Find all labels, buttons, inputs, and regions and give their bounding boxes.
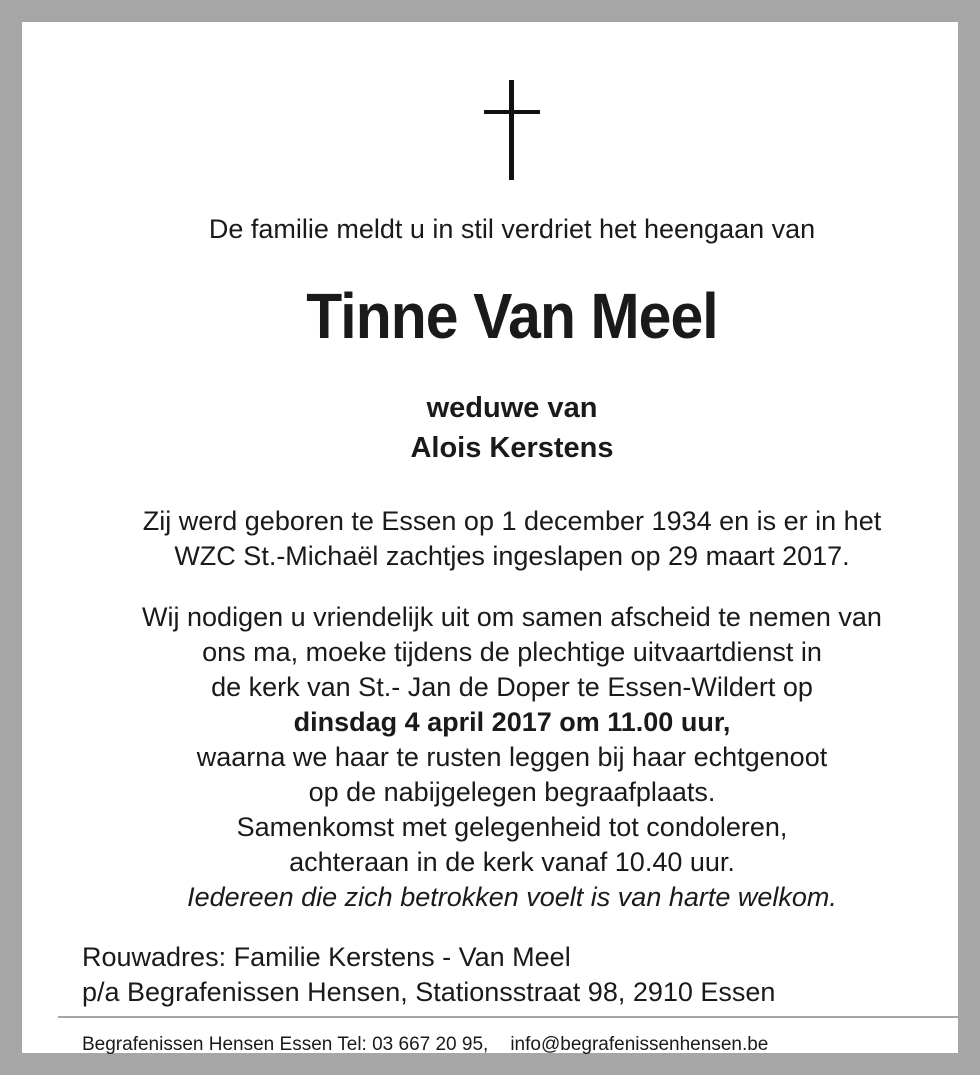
after-line: Samenkomst met gelegenheid tot condoleren,: [236, 812, 788, 842]
cross-symbol: [44, 80, 980, 185]
footer-divider: [58, 1016, 966, 1018]
after-line: achteraan in de kerk vanaf 10.40 uur.: [289, 847, 735, 877]
spouse-name: Alois Kerstens: [410, 432, 614, 464]
service-line: Wij nodigen u vriendelijk uit om samen afscheid te nemen van: [142, 602, 882, 632]
service-date: dinsdag 4 april 2017 om 11.00 uur,: [293, 707, 731, 737]
service-line: ons ma, moeke tijdens de plechtige uitvaartdienst in: [202, 637, 822, 667]
mourning-address: [82, 940, 775, 1010]
footer-contact: [82, 1034, 768, 1056]
after-line: waarna we haar te rusten leggen bij haar echtgenoot: [196, 742, 828, 772]
birth-paragraph: [44, 504, 980, 574]
widow-label: weduwe van: [426, 392, 598, 424]
birth-line: Zij werd geboren te Essen op 1 december 1934 en is er in het: [142, 506, 882, 536]
footer-email[interactable]: info@begrafenissenhensen.be: [510, 1034, 769, 1055]
footer-phone: Begrafenissen Hensen Essen Tel: 03 667 20 95,: [82, 1034, 489, 1055]
welcome-line: Iedereen die zich betrokken voelt is van harte welkom.: [187, 882, 837, 912]
address-line: p/a Begrafenissen Hensen, Stationsstraat 98, 2910 Essen: [82, 977, 776, 1007]
address-line: Rouwadres: Familie Kerstens - Van Meel: [82, 942, 571, 972]
service-paragraph: [44, 600, 980, 915]
cross-icon: [482, 80, 542, 180]
after-line: op de nabijgelegen begraafplaats.: [308, 777, 716, 807]
intro-text: De familie meldt u in stil verdriet het heengaan van: [208, 214, 816, 244]
deceased-name: Tinne Van Meel: [306, 280, 718, 352]
service-line: de kerk van St.- Jan de Doper te Essen-Wildert op: [211, 672, 813, 702]
birth-line: WZC St.-Michaël zachtjes ingeslapen op 29 maart 2017.: [174, 541, 850, 571]
notice-content: [44, 44, 980, 1075]
